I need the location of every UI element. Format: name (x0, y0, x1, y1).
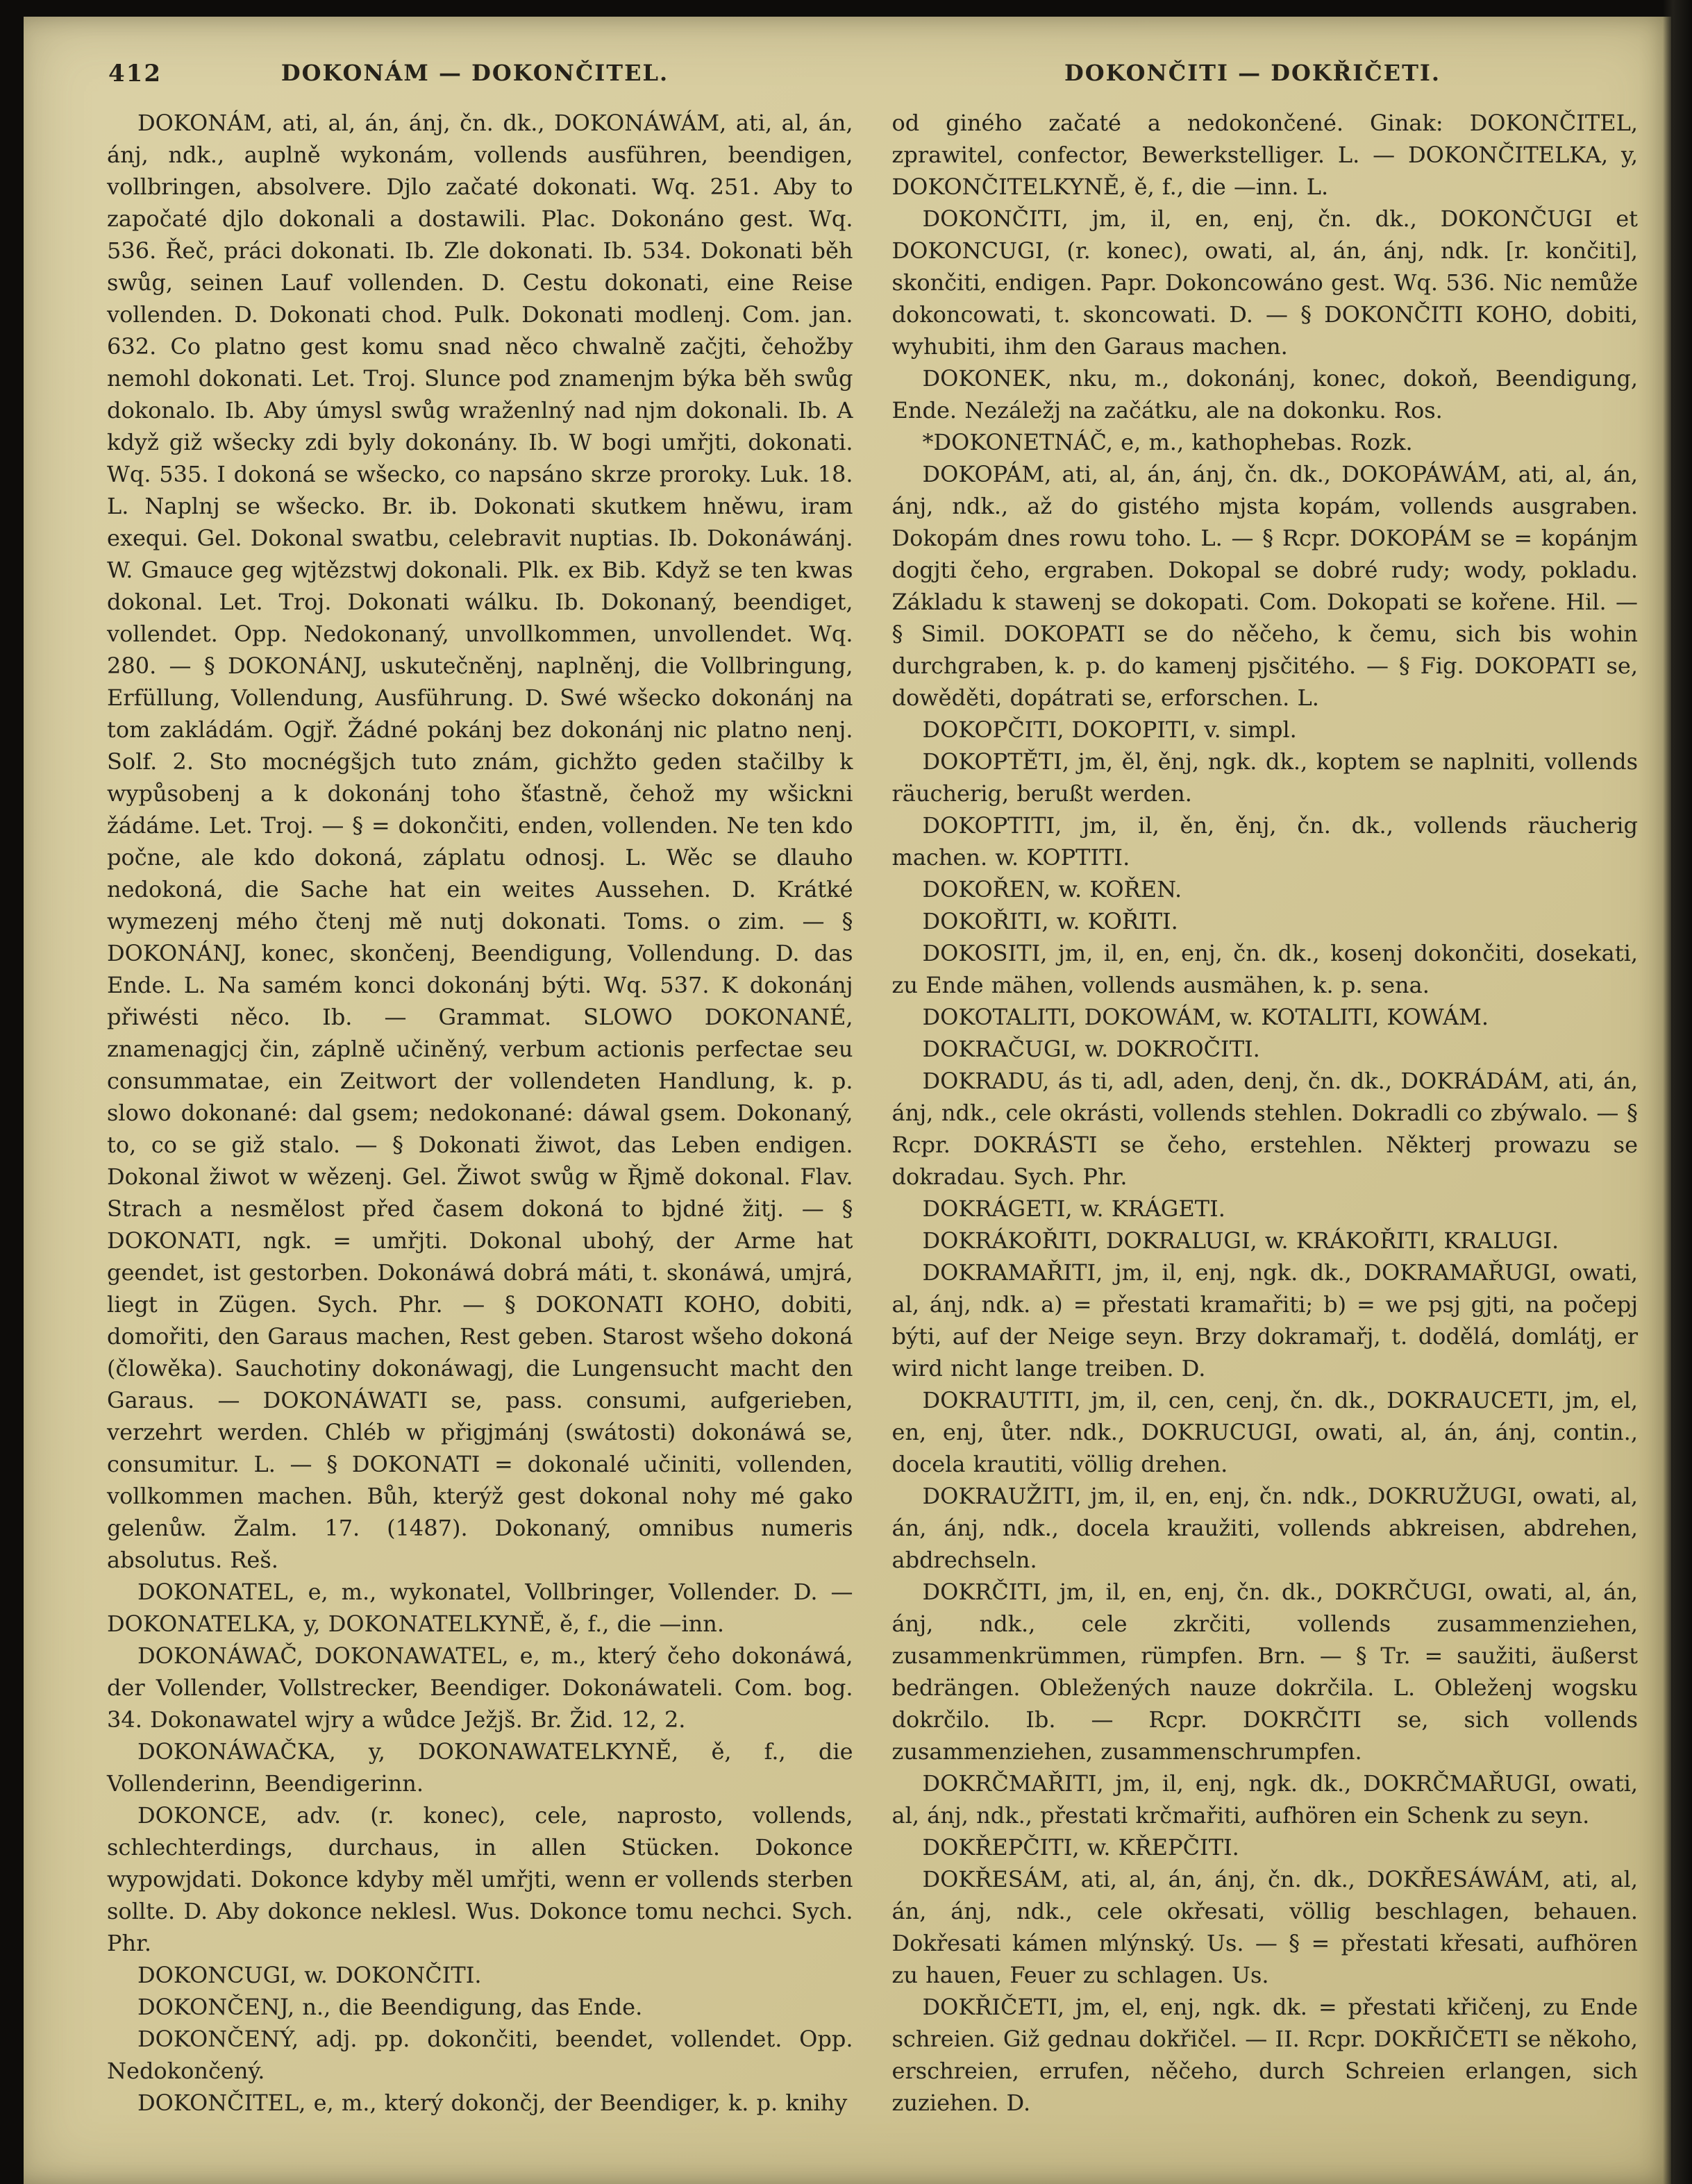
dict-entry-dokrageti: DOKRÁGETI, w. KRÁGETI. (922, 1195, 1225, 1222)
dict-entry-dokoriti: DOKOŘITI, w. KOŘITI. (922, 908, 1178, 934)
scan-edge-right (1663, 0, 1692, 2184)
text-columns (24, 100, 1671, 2119)
dict-entry-dokonce: DOKONCE, adv. (r. konec), cele, naprosto, vollends, schlechterdings, durchaus, in allen Stücken. Dokonce wypowjdati. Dokonce kdyby měl umřjti, wenn er vollends sterben sollte. D. Aby dokonce neklesl. Wus. Dokonce tomu nechci. Sych. Phr. (107, 1802, 853, 1956)
dict-entry-dokopam: DOKOPÁM, ati, al, án, ánj, čn. dk., DOKOPÁWÁM, ati, al, án, ánj, ndk., až do gistého mjsta kopám, vollends ausgraben. Dokopám dnes rowu toho. L. — § Rcpr. DOKOPÁM se = kopánjm dogjti čeho, ergraben. Dokopal se dobré rudy; wody, pokladu. Základu k stawenj se dokopati. Com. Dokopati se kořene. Hil. — § Simil. DOKOPATI se do něčeho, k čemu, sich bis wohin durchgraben, k. p. do kamenj pjsčitého. — § Fig. DOKOPATI se, dowěděti, dopátrati se, erforschen. L. (891, 461, 1638, 711)
dict-entry-dokositi: DOKOSITI, jm, il, en, enj, čn. dk., kosenj dokončiti, dosekati, zu Ende mähen, vollends ausmähen, k. p. sena. (891, 940, 1638, 998)
scan-edge-left (0, 0, 24, 2184)
dict-entry-dokonciti: DOKONČITI, jm, il, en, enj, čn. dk., DOKONČUGI et DOKONCUGI, (r. konec), owati, al, án, ánj, ndk. [r. končiti], skončiti, endigen. Papr. Dokoncowáno gest. Wq. 536. Nic nemůže dokoncowati, t. skoncowati. D. — § DOKONČITI KOHO, dobiti, wyhubiti, ihm den Garaus machen. (891, 205, 1638, 360)
dict-entry-dokonatel: DOKONATEL, e, m., wykonatel, Vollbringer, Vollender. D. — DOKONATELKA, y, DOKONATELKYNĚ, ě, f., die —inn. (107, 1579, 853, 1637)
page-number: 412 (108, 60, 162, 87)
dict-entry-dokresam: DOKŘESÁM, ati, al, án, ánj, čn. dk., DOKŘESÁWÁM, ati, al, án, ánj, ndk., cele okřesati, völlig beschlagen, behauen. Dokřesati kámen mlýnský. Us. — § = přestati křesati, aufhören zu hauen, Feuer zu schlagen. Us. (891, 1866, 1638, 1988)
page-paper (24, 17, 1671, 2184)
page-header (24, 60, 1671, 100)
scan-edge-top (0, 0, 1692, 17)
dict-entry-dokoptiti: DOKOPTITI, jm, il, ěn, ěnj, čn. dk., vollends räucherig machen. w. KOPTITI. (891, 812, 1638, 871)
dict-entry-dokoncenj: DOKONČENJ, n., die Beendigung, das Ende. (137, 1994, 643, 2020)
dict-entry-dokotaliti: DOKOTALITI, DOKOWÁM, w. KOTALITI, KOWÁM. (922, 1004, 1489, 1030)
running-head-left: DOKONÁM — DOKONČITEL. (280, 60, 669, 86)
dict-entry-dokoncitel-continued: od giného začaté a nedokončené. Ginak: DOKONČITEL, zprawitel, confector, Bewerkstelliger. L. — DOKONČITELKA, y, DOKONČITELKYNĚ, ě, f., die —inn. L. (891, 110, 1638, 200)
dict-entry-dokrauziti: DOKRAUŽITI, jm, il, en, enj, čn. ndk., DOKRUŽUGI, owati, al, án, ánj, ndk., docela kraužiti, vollends abkreisen, abdrehen, abdrechseln. (891, 1483, 1638, 1573)
dict-entry-dokonam: DOKONÁM, ati, al, án, ánj, čn. dk., DOKONÁWÁM, ati, al, án, ánj, ndk., auplně wykonám, vollends ausführen, beendigen, vollbringen, absolvere. Djlo začaté dokonati. Wq. 251. Aby to započaté djlo dokonali a dostawili. Plac. Dokonáno gest. Wq. 536. Řeč, práci dokonati. Ib. Zle dokonati. Ib. 534. Dokonati běh swůg, seinen Lauf vollenden. D. Cestu dokonati, eine Reise vollenden. D. Dokonati chod. Pulk. Dokonati modlenj. Com. jan. 632. Co platno gest komu snad něco chwalně začjti, čehožby nemohl dokonati. Let. Troj. Slunce pod znamenjm býka běh swůg dokonalo. Ib. Aby úmysl swůg wraženlný nad njm dokonali. Ib. A když giž wšecky zdi byly dokonány. Ib. W bogi umřjti, dokonati. Wq. 535. I dokoná se wšecko, co napsáno skrze proroky. Luk. 18. L. Naplnj se wšecko. Br. ib. Dokonati skutkem hněwu, iram exequi. Gel. Dokonal swatbu, celebravit nuptias. Ib. Dokonáwánj. W. Gmauce geg wjtězstwj dokonali. Plk. ex Bib. Když se ten kwas dokonal. Let. Troj. Dokonati wálku. Ib. Dokonaný, beendiget, vollendet. Opp. Nedokonaný, unvollkommen, unvollendet. Wq. 280. — § DOKONÁNJ, uskutečněnj, naplněnj, die Vollbringung, Erfüllung, Vollendung, Ausführung. D. Swé wšecko dokonánj na tom zakládám. Ogjř. Žádné pokánj bez dokonánj nic platno nenj. Solf. 2. Sto mocnégšjch tuto znám, gichžto geden stačilby k wypůsobenj a k dokonánj toho šťastně, čehož my wšickni žádáme. Let. Troj. — § = dokončiti, enden, vollenden. Ne ten kdo počne, ale kdo dokoná, záplatu odnosj. L. Wěc se dlauho nedokoná, die Sache hat ein weites Aussehen. D. Krátké wymezenj mého čtenj mě nutj dokonati. Toms. o zim. — § DOKONÁNJ, konec, skončenj, Beendigung, Vollendung. D. das Ende. L. Na samém konci dokonánj býti. Wq. 537. K dokonánj přiwésti něco. Ib. — Grammat. SLOWO DOKONANÉ, znamenagjcj čin, záplně učiněný, verbum actionis perfectae seu consummatae, ein Zeitwort der vollendeten Handlung, k. p. slowo dokonané: dal gsem; nedokonané: dáwal gsem. Dokonaný, to, co se giž stalo. — § Dokonati žiwot, das Leben endigen. Dokonal žiwot w wězenj. Gel. Žiwot swůg w Řjmě dokonal. Flav. Strach a nesmělost před časem dokoná to bjdné žitj. — § DOKONATI, ngk. = umřjti. Dokonal ubohý, der Arme hat geendet, ist gestorben. Dokonáwá dobrá máti, t. skonáwá, umjrá, liegt in Zügen. Sych. Phr. — § DOKONATI KOHO, dobiti, domořiti, den Garaus machen, Rest geben. Starost wšeho dokoná (člowěka). Sauchotiny dokonáwagj, die Lungensucht macht den Garaus. — DOKONÁWATI se, pass. consumi, aufgerieben, verzehrt werden. Chléb w přigjmánj (swátosti) dokonáwá se, consumitur. L. — § DOKONATI = dokonalé učiniti, vollenden, vollkommen machen. Bůh, kterýž gest dokonal nohy mé gako gelenůw. Žalm. 17. (1487). Dokonaný, omnibus numeris absolutus. Reš. (107, 110, 853, 1573)
dict-entry-dokrautiti: DOKRAUTITI, jm, il, cen, cenj, čn. dk., DOKRAUCETI, jm, el, en, enj, ůter. ndk., DOKRUCUGI, owati, al, án, ánj, contin., docela krautiti, völlig drehen. (891, 1387, 1638, 1477)
dict-entry-dokrcmariti: DOKRČMAŘITI, jm, il, enj, ngk. dk., DOKRČMAŘUGI, owati, al, ánj, ndk., přestati krčmařiti, aufhören ein Schenk zu seyn. (891, 1770, 1638, 1829)
dict-entry-dokoncugi: DOKONCUGI, w. DOKONČITI. (137, 1962, 482, 1988)
dict-entry-dokriceti: DOKŘIČETI, jm, el, enj, ngk. dk. = přestati křičenj, zu Ende schreien. Giž gednau dokřičel. — II. Rcpr. DOKŘIČETI se někoho, erschreien, errufen, něčeho, durch Schreien erlangen, sich zuziehen. D. (891, 1994, 1638, 2116)
dict-entry-dokopciti: DOKOPČITI, DOKOPITI, v. simpl. (922, 716, 1297, 743)
dict-entry-dokradu: DOKRADU, ás ti, adl, aden, denj, čn. dk., DOKRÁDÁM, ati, án, ánj, ndk., cele okrásti, vollends stehlen. Dokradli co zbýwalo. — § Rcpr. DOKRÁSTI se čeho, erstehlen. Některj prowazu se dokradau. Sych. Phr. (891, 1068, 1638, 1190)
dict-entry-dokoncitel: DOKONČITEL, e, m., který dokončj, der Beendiger, k. p. knihy (137, 2090, 848, 2116)
dict-entry-dokramariti: DOKRAMAŘITI, jm, il, enj, ngk. dk., DOKRAMAŘUGI, owati, al, ánj, ndk. a) = přestati kramařiti; b) = we psj gjti, na počepj býti, auf der Neige seyn. Brzy dokramařj, t. dodělá, domlátj, er wird nicht lange treiben. D. (891, 1259, 1638, 1381)
dict-entry-dokoren: DOKOŘEN, w. KOŘEN. (922, 876, 1182, 902)
dict-entry-dokrakoriti: DOKRÁKOŘITI, DOKRALUGI, w. KRÁKOŘITI, KRALUGI. (922, 1227, 1559, 1254)
dict-entry-dokonceny: DOKONČENÝ, adj. pp. dokončiti, beendet, vollendet. Opp. Nedokončený. (107, 2026, 853, 2084)
dict-entry-dokonek: DOKONEK, nku, m., dokonánj, konec, dokoň, Beendigung, Ende. Nezáležj na začátku, ale na dokonku. Ros. (891, 365, 1638, 423)
dict-entry-dokrciti: DOKRČITI, jm, il, en, enj, čn. dk., DOKRČUGI, owati, al, án, ánj, ndk., cele zkrčiti, vollends zusammenziehen, zusammenkrümmen, rümpfen. Brn. — § Tr. = saužiti, äußerst bedrängen. Obležených nauze dokrčila. L. Obleženj wogsku dokrčilo. Ib. — Rcpr. DOKRČITI se, sich vollends zusammenziehen, zusammenschrumpfen. (891, 1579, 1638, 1765)
dict-entry-dokracugi: DOKRAČUGI, w. DOKROČITI. (922, 1036, 1260, 1062)
dict-entry-dokonawacka: DOKONÁWAČKA, y, DOKONAWATELKYNĚ, ě, f., die Vollenderinn, Beendigerinn. (107, 1738, 853, 1797)
running-head-right: DOKONČITI — DOKŘIČETI. (1064, 60, 1441, 86)
dict-entry-dokrepciti: DOKŘEPČITI, w. KŘEPČITI. (922, 1834, 1239, 1860)
left-column (107, 107, 853, 2119)
dict-entry-dokonawac: DOKONÁWAČ, DOKONAWATEL, e, m., který čeho dokonáwá, der Vollender, Vollstrecker, Beendiger. Dokonáwateli. Com. bog. 34. Dokonawatel wjry a wůdce Ježjš. Br. Žid. 12, 2. (107, 1643, 853, 1733)
dict-entry-dokopteti: DOKOPTĚTI, jm, ěl, ěnj, ngk. dk., koptem se naplniti, vollends räucherig, berußt werden. (891, 748, 1638, 807)
right-column (892, 107, 1639, 2119)
dict-entry-dokonetnac: *DOKONETNÁČ, e, m., kathophebas. Rozk. (922, 429, 1413, 455)
